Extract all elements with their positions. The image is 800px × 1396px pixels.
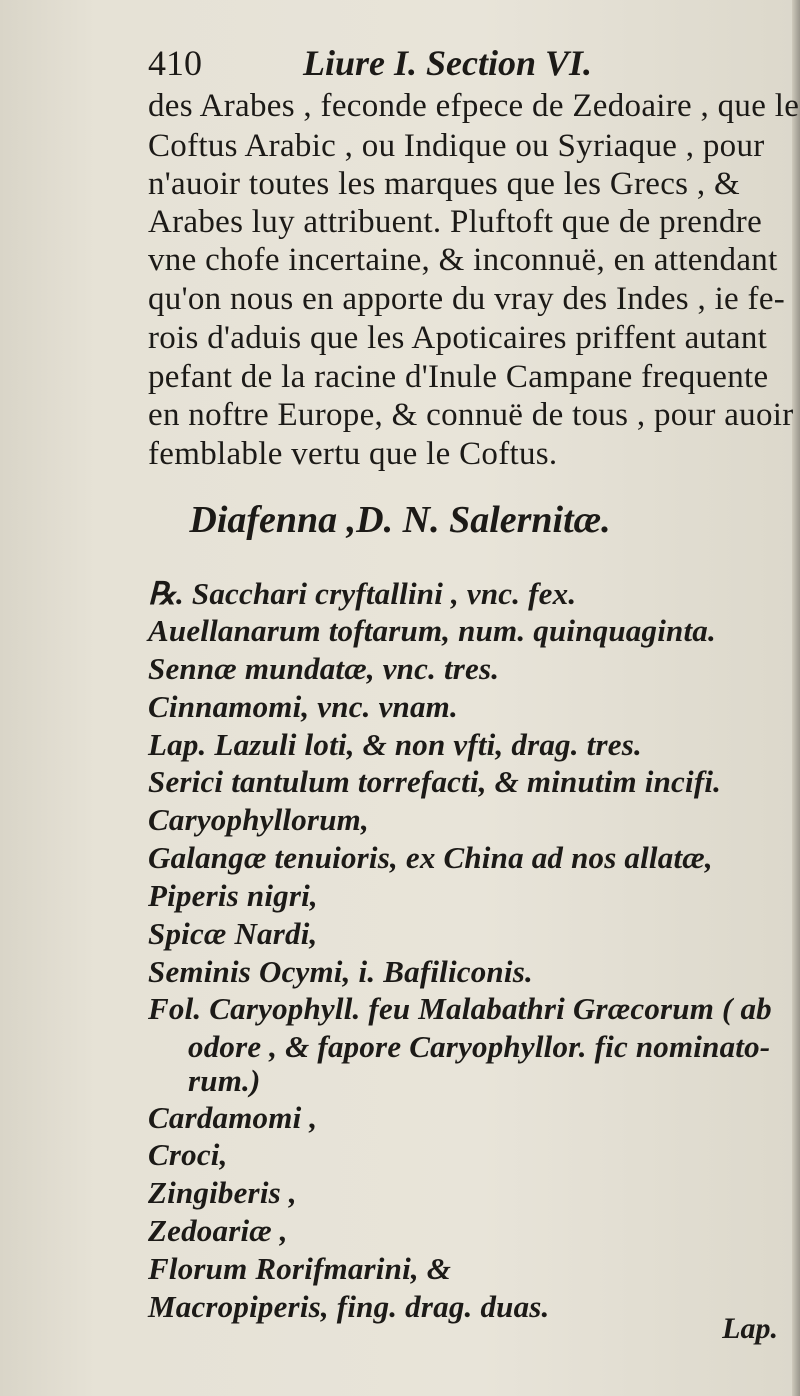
ingredient-line: Auellanarum toftarum, num. quinquaginta. [148, 613, 716, 648]
paragraph-line: en noftre Europe, & connuë de tous , pour auoir [148, 397, 794, 433]
paragraph-line: Arabes luy attribuent. Pluftoft que de prendre [148, 204, 763, 240]
ingredient-line: Fol. Caryophyll. feu Malabathri Græcorum ( ab [148, 991, 772, 1026]
ingredient-line: Croci, [148, 1137, 228, 1172]
page-number: 410 [148, 43, 202, 83]
paragraph-line: pefant de la racine d'Inule Campane frequente [148, 359, 769, 395]
ingredient-line: Galangæ tenuioris, ex China ad nos allatæ, [148, 840, 713, 875]
ingredient-line: Cardamomi , [148, 1100, 318, 1135]
ingredient-line: Piperis nigri, [148, 878, 318, 913]
recipe-title: Diafenna ,D. N. Salernitæ. [189, 499, 611, 541]
ingredient-line: Sennæ mundatæ, vnc. tres. [148, 651, 500, 686]
ingredient-line: Zedoariæ , [148, 1213, 288, 1248]
ingredient-line: rum.) [188, 1063, 261, 1098]
ingredient-line: Florum Rorifmarini, & [148, 1251, 452, 1286]
ingredient-line: Cinnamomi, vnc. vnam. [148, 689, 458, 724]
paragraph-line: n'auoir toutes les marques que les Grecs , & [148, 166, 740, 202]
paragraph-line: qu'on nous en apporte du vray des Indes , ie fe- [148, 281, 786, 317]
ingredient-line: odore , & fapore Caryophyllor. fic nominato- [188, 1029, 771, 1064]
catchword: Lap. [722, 1312, 778, 1345]
ingredient-line: ℞. Sacchari cryftallini , vnc. fex. [148, 576, 577, 611]
ingredient-line: Seminis Ocymi, i. Bafiliconis. [148, 954, 533, 989]
paragraph-line: des Arabes , feconde efpece de Zedoaire , que le [148, 88, 800, 124]
page-header [148, 42, 592, 84]
paragraph-line: vne chofe incertaine, & inconnuë, en attendant [148, 242, 778, 278]
ingredient-line: Caryophyllorum, [148, 802, 369, 837]
paragraph-line: femblable vertu que le Coftus. [148, 436, 558, 472]
paragraph-line: rois d'aduis que les Apoticaires priffent autant [148, 320, 768, 356]
running-title: Liure I. Section VI. [303, 43, 593, 83]
ingredient-line: Zingiberis , [148, 1175, 297, 1210]
page-edge-shadow [792, 0, 800, 1396]
ingredient-line: Macropiperis, fing. drag. duas. [148, 1289, 550, 1324]
ingredient-line: Spicæ Nardi, [148, 916, 318, 951]
ingredient-line: Serici tantulum torrefacti, & minutim incifi. [148, 764, 722, 799]
ingredient-line: Lap. Lazuli loti, & non vfti, drag. tres. [148, 727, 642, 762]
paragraph-line: Coftus Arabic , ou Indique ou Syriaque , pour [148, 128, 765, 164]
